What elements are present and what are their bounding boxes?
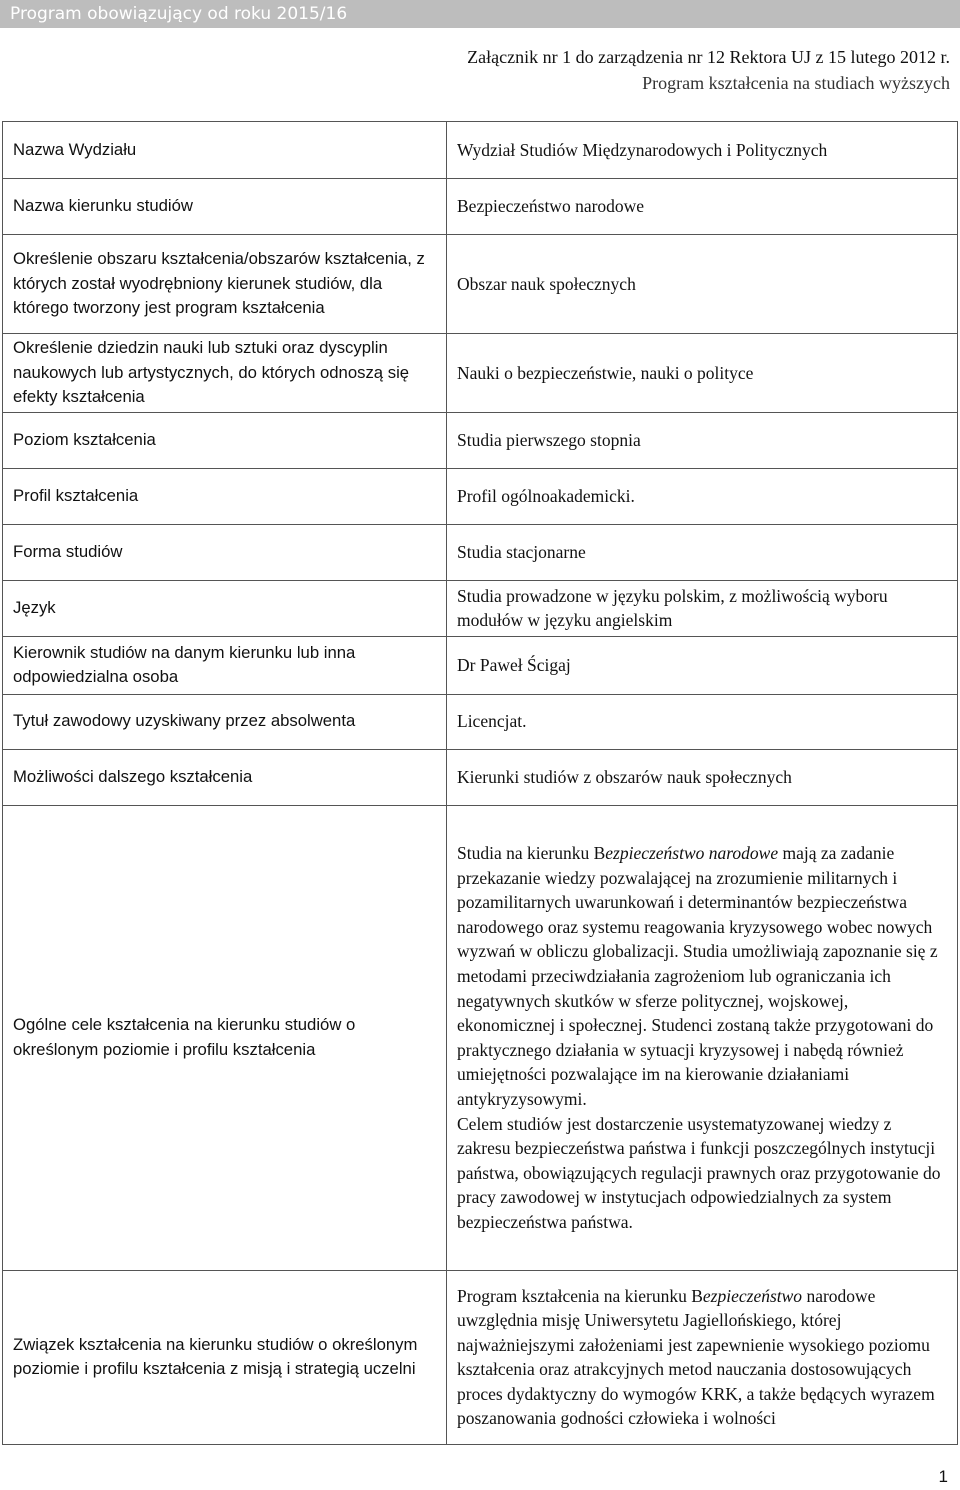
- row-value: Wydział Studiów Międzynarodowych i Politycznych: [447, 122, 958, 179]
- document-title: Program kształcenia na studiach wyższych: [642, 73, 950, 93]
- row-value: Profil ogólnoakademicki.: [447, 468, 958, 524]
- table-row: [3, 749, 958, 805]
- row-label: Kierownik studiów na danym kierunku lub inna odpowiedzialna osoba: [3, 636, 447, 694]
- row-label: Tytuł zawodowy uzyskiwany przez absolwenta: [3, 694, 447, 749]
- row-label: Możliwości dalszego kształcenia: [3, 749, 447, 805]
- row-label: Forma studiów: [3, 524, 447, 580]
- table-row: [3, 412, 958, 468]
- program-table: [2, 121, 958, 1445]
- italic-span: ezpieczeństwo narodowe: [605, 843, 779, 864]
- text-span: mają za zadanie przekazanie wiedzy pozwalającej na zrozumienie militarnych i pozamilitarnych uwarunkowań i determinantów bezpieczeństwa narodowego oraz systemu reagowania kryzysowego wobec nowych wyzwań w obliczu globalizacji. Studia umożliwiają zapoznanie się z metodami przeciwdziałania zagrożeniom lub ograniczania ich negatywnych skutków w sferze politycznej, wojskowej, ekonomicznej i społecznej. Studenci zostaną także przygotowani do praktycznego działania w sytuacji kryzysowej i nabędą również umiejętności pozwalające im na kierowanie działaniami antykryzysowymi.: [457, 843, 938, 1109]
- row-value: [447, 1270, 958, 1444]
- row-label: Nazwa Wydziału: [3, 122, 447, 179]
- row-value: Studia prowadzone w języku polskim, z możliwością wyboru modułów w języku angielskim: [447, 580, 958, 636]
- row-label: Określenie dziedzin nauki lub sztuki oraz dyscyplin naukowych lub artystycznych, do których odnoszą się efekty kształcenia: [3, 334, 447, 413]
- table-row: [3, 580, 958, 636]
- table-row: [3, 334, 958, 413]
- row-label: Określenie obszaru kształcenia/obszarów kształcenia, z których został wyodrębniony kierunek studiów, dla którego tworzony jest program kształcenia: [3, 235, 447, 334]
- table-row: [3, 524, 958, 580]
- text-span: Program kształcenia na kierunku B: [457, 1285, 703, 1306]
- table-row: [3, 1270, 958, 1444]
- watermark-banner: Program obowiązujący od roku 2015/16: [0, 0, 960, 28]
- row-value: Bezpieczeństwo narodowe: [447, 179, 958, 235]
- table-row: [3, 179, 958, 235]
- row-value: Obszar nauk społecznych: [447, 235, 958, 334]
- text-span: Studia na kierunku B: [457, 843, 606, 864]
- row-value: Dr Paweł Ścigaj: [447, 636, 958, 694]
- row-value: Studia pierwszego stopnia: [447, 412, 958, 468]
- table-row: [3, 235, 958, 334]
- table-row: [3, 636, 958, 694]
- row-value: Kierunki studiów z obszarów nauk społecznych: [447, 749, 958, 805]
- row-value: Studia stacjonarne: [447, 524, 958, 580]
- table-row: [3, 468, 958, 524]
- goals-paragraph: [457, 841, 947, 1112]
- italic-span: ezpieczeństwo: [702, 1285, 803, 1306]
- goals-paragraph-2: Celem studiów jest dostarczenie usystematyzowanej wiedzy z zakresu bezpieczeństwa państwa i funkcji poszczególnych instytucji państwa, obowiązujących regulacji prawnych oraz przygotowanie do pracy zawodowej w instytucjach odpowiedzialnych za system bezpieczeństwa państwa.: [457, 1113, 941, 1232]
- page-number: 1: [938, 1467, 948, 1486]
- table-row: [3, 122, 958, 179]
- row-label: Poziom kształcenia: [3, 412, 447, 468]
- table-row: [3, 805, 958, 1270]
- row-value: Nauki o bezpieczeństwie, nauki o polityce: [447, 334, 958, 413]
- table-row: [3, 694, 958, 749]
- attachment-header: Załącznik nr 1 do zarządzenia nr 12 Rektora UJ z 15 lutego 2012 r.: [467, 47, 950, 67]
- row-label: Język: [3, 580, 447, 636]
- row-label: Ogólne cele kształcenia na kierunku studiów o określonym poziomie i profilu kształcenia: [3, 805, 447, 1270]
- row-label: Nazwa kierunku studiów: [3, 179, 447, 235]
- row-label: Związek kształcenia na kierunku studiów o określonym poziomie i profilu kształcenia z misją i strategią uczelni: [3, 1270, 447, 1444]
- text-span: narodowe uwzględnia misję Uniwersytetu Jagiellońskiego, której najważniejszymi założeniami jest zapewnienie wysokiego poziomu kształcenia oraz atrakcyjnych metod nauczania dostosowujących proces dydaktyczny do wymogów KRK, a także będących wyrazem poszanowania godności człowieka i wolności: [457, 1285, 935, 1429]
- row-value: Licencjat.: [447, 694, 958, 749]
- row-value: [447, 805, 958, 1270]
- row-label: Profil kształcenia: [3, 468, 447, 524]
